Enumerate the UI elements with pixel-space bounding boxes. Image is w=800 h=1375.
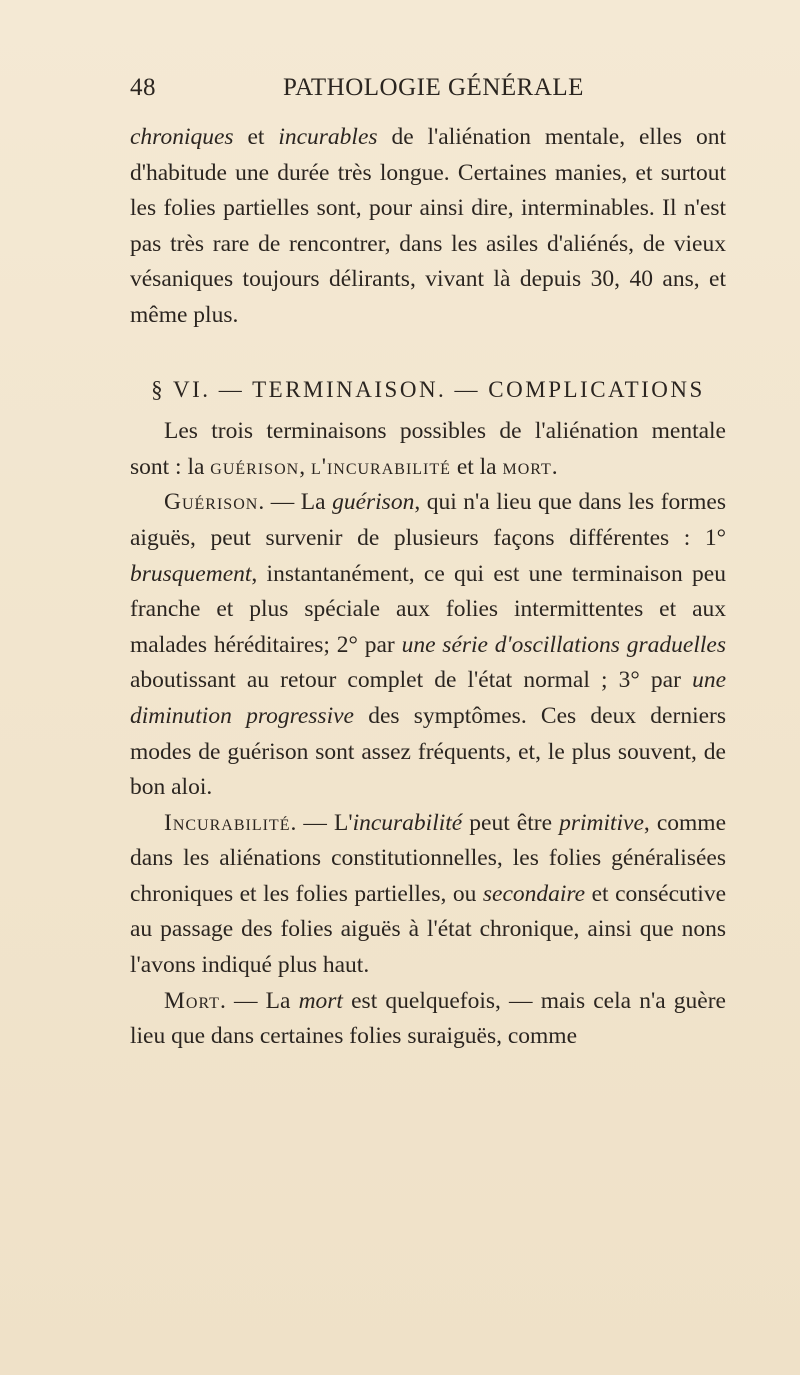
italic-word: une diminution progressive xyxy=(130,667,726,729)
running-title: PATHOLOGIE GÉNÉRALE xyxy=(283,74,584,101)
paragraph-mort xyxy=(130,984,726,1055)
running-head xyxy=(130,74,730,104)
text-run: peut être xyxy=(462,809,560,836)
section-heading: § VI. — TERMINAISON. — COMPLICATIONS xyxy=(151,376,705,402)
text-run: et la xyxy=(450,453,503,480)
text-run: des symptômes. Ces deux derniers modes de guérison sont assez fréquents, et, le plus souvent, de bon aloi. xyxy=(130,702,726,801)
page-number: 48 xyxy=(130,74,156,101)
text-run: . xyxy=(551,453,558,480)
paragraph-incurabilite xyxy=(130,806,726,984)
text-run: est quelquefois, — mais cela n'a guère lieu que dans certaines folies suraiguës, comme xyxy=(130,987,726,1050)
text-run: et consécutive au passage des folies aiguës à l'état chronique, ainsi que nons l'avons indiqué plus haut. xyxy=(130,880,727,979)
text-run: , instantanément, ce qui est une terminaison peu franche et plus spéciale aux folies intermittentes et aux malades héréditaires; 2° par xyxy=(130,560,726,658)
text-run: , xyxy=(299,453,311,480)
italic-word: une série d'oscillations graduelles xyxy=(401,631,726,658)
text-run: Les trois terminaisons possibles de l'aliénation mentale sont : la xyxy=(130,418,726,480)
italic-word: secondaire xyxy=(482,880,586,907)
body-text xyxy=(130,120,726,1055)
text-run: , qui n'a lieu que dans les formes aiguës, peut survenir de plusieurs façons différentes : 1° xyxy=(130,489,726,551)
text-run: . — La xyxy=(258,489,333,516)
italic-word: mort xyxy=(298,987,343,1014)
italic-word: incurables xyxy=(278,124,378,150)
italic-word: primitive xyxy=(559,809,644,836)
small-caps-term: mort xyxy=(502,453,552,480)
paragraph-guerison xyxy=(130,485,726,805)
text-run: et xyxy=(233,124,279,150)
paragraph-continuation xyxy=(130,120,726,334)
small-caps-lead: Incurabilité xyxy=(164,809,291,836)
paragraph-terminaisons xyxy=(130,414,726,485)
italic-word: chroniques xyxy=(130,124,234,150)
small-caps-lead: Guérison xyxy=(164,489,259,516)
italic-word: brusquement xyxy=(130,560,252,587)
small-caps-term: guérison xyxy=(210,453,300,480)
text-run: aboutissant au retour complet de l'état normal ; 3° par xyxy=(130,667,693,694)
italic-word: guérison xyxy=(332,489,415,516)
small-caps-term: l'incurabilité xyxy=(310,453,451,480)
italic-word: incurabilité xyxy=(352,809,463,836)
text-run: . — L' xyxy=(290,809,353,836)
text-run: , comme dans les aliénations constitutionnelles, les folies généralisées chroniques et les folies partielles, ou xyxy=(130,809,727,907)
small-caps-lead: Mort xyxy=(164,987,220,1014)
text-run: de l'aliénation mentale, elles ont d'habitude une durée très longue. Certaines manies, et surtout les folies partielles sont, pour ainsi dire, interminables. Il n'est pas très rare de rencontrer, dans les asiles d'aliénés, de vieux vésaniques toujours délirants, vivant là depuis 30, 40 ans, et même plus. xyxy=(130,124,726,328)
text-run: . — La xyxy=(219,987,299,1014)
